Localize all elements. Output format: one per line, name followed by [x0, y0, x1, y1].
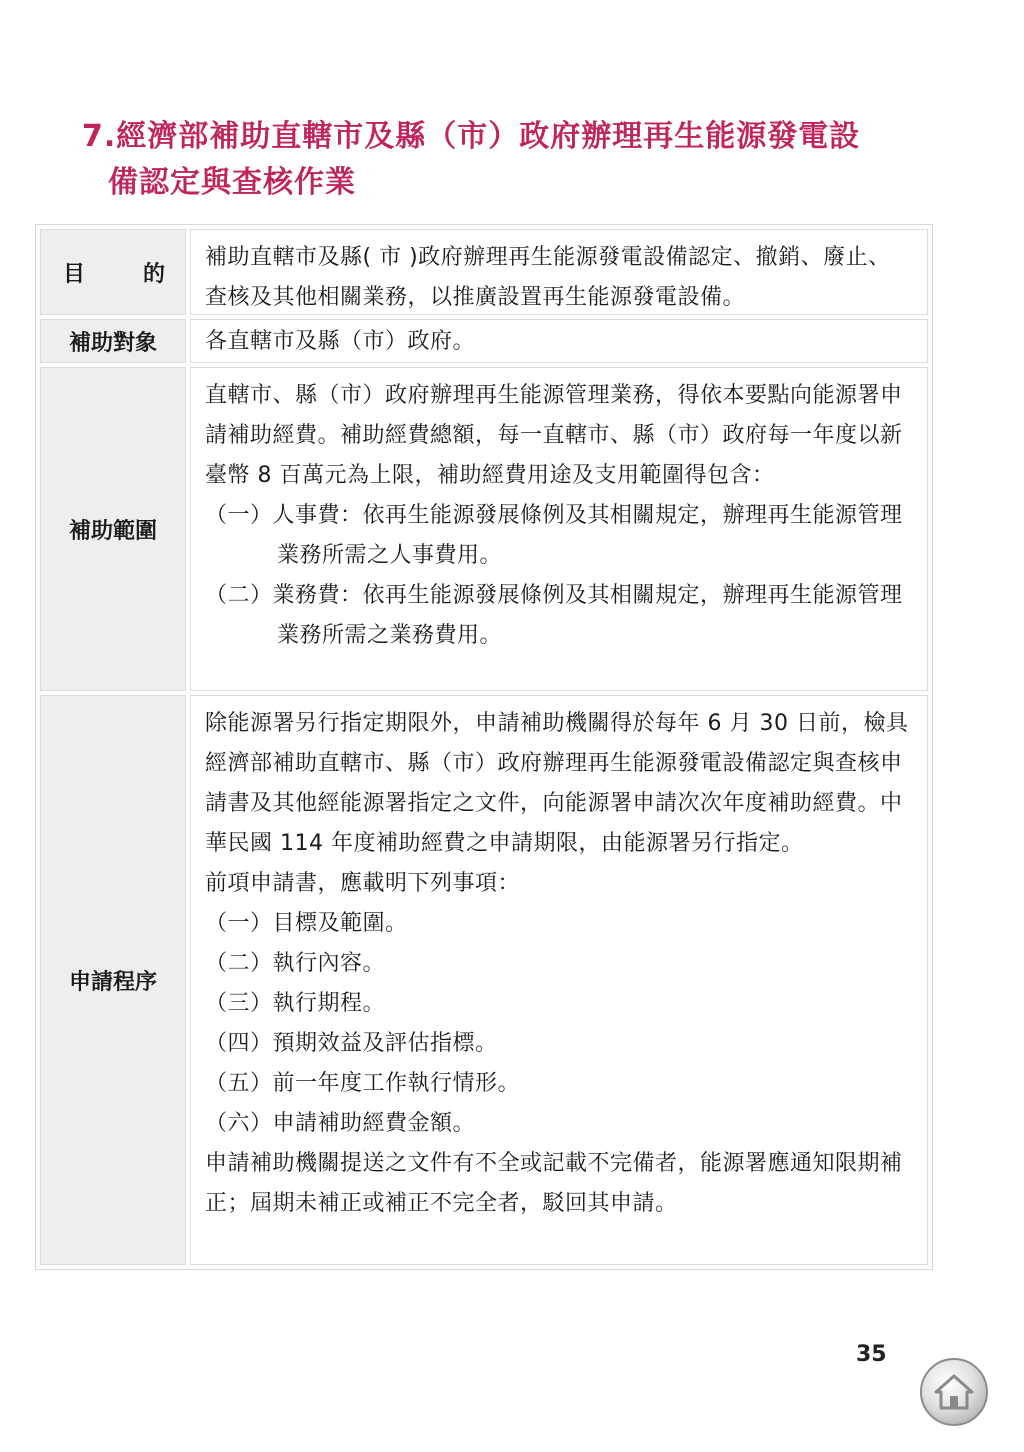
- label-char-2: 的: [142, 261, 165, 287]
- table-row-target: [40, 319, 928, 363]
- list-item: （一）目標及範圍。: [205, 911, 408, 936]
- title-line-1: 7.經濟部補助直轄市及縣（市）政府辦理再生能源發電設: [82, 119, 861, 154]
- list-item: （一）人事費：依再生能源發展條例及其相關規定，辦理再生能源管理業務所需之人事費用。: [205, 503, 903, 568]
- list-item: （三）執行期程。: [205, 991, 386, 1016]
- row-label-purpose: [40, 229, 186, 315]
- info-table: [35, 224, 933, 1270]
- row-label-procedure: 申請程序: [40, 695, 186, 1265]
- list-item: （二）業務費：依再生能源發展條例及其相關規定，辦理再生能源管理業務所需之業務費用。: [205, 583, 903, 648]
- row-content-target: [190, 319, 928, 363]
- table-row-scope: [40, 367, 928, 691]
- list-item: （五）前一年度工作執行情形。: [205, 1071, 521, 1096]
- table-row-procedure: [40, 695, 928, 1265]
- page-title: [82, 114, 942, 206]
- list-item: （二）執行內容。: [205, 951, 386, 976]
- table-row-purpose: [40, 229, 928, 315]
- row-content-purpose: [190, 229, 928, 315]
- content-paragraph: 直轄市、縣（市）政府辦理再生能源管理業務，得依本要點向能源署申請補助經費。補助經費總額，每一直轄市、縣（市）政府每一年度以新臺幣 8 百萬元為上限，補助經費用途及支用範圍得包含：: [205, 383, 903, 488]
- list-item: （六）申請補助經費金額。: [205, 1111, 476, 1136]
- content-paragraph: 除能源署另行指定期限外，申請補助機關得於每年 6 月 30 日前，檢具經濟部補助直轄市、縣（市）政府辦理再生能源發電設備認定與查核申請書及其他經能源署指定之文件，向能源署申請次次年度補助經費。中華民國 114 年度補助經費之申請期限，由能源署另行指定。: [205, 711, 909, 856]
- row-content-scope: [190, 367, 928, 691]
- page-number: 35: [856, 1342, 887, 1367]
- row-content-procedure: [190, 695, 928, 1265]
- row-label-scope: 補助範圍: [40, 367, 186, 691]
- content-paragraph: 補助直轄市及縣( 市 )政府辦理再生能源發電設備認定、撤銷、廢止、查核及其他相關業務，以推廣設置再生能源發電設備。: [205, 245, 891, 310]
- content-paragraph: 各直轄市及縣（市）政府。: [205, 329, 476, 354]
- row-label-target: 補助對象: [40, 319, 186, 363]
- content-paragraph: 前項申請書，應載明下列事項：: [205, 871, 521, 896]
- home-icon: [932, 1370, 976, 1414]
- list-item: （四）預期效益及評估指標。: [205, 1031, 498, 1056]
- title-line-2: 備認定與查核作業: [108, 165, 356, 200]
- content-paragraph: 申請補助機關提送之文件有不全或記載不完備者，能源署應通知限期補正；屆期未補正或補正不完全者，駁回其申請。: [205, 1151, 903, 1216]
- home-button[interactable]: [920, 1358, 988, 1426]
- label-char-1: 目: [63, 261, 86, 287]
